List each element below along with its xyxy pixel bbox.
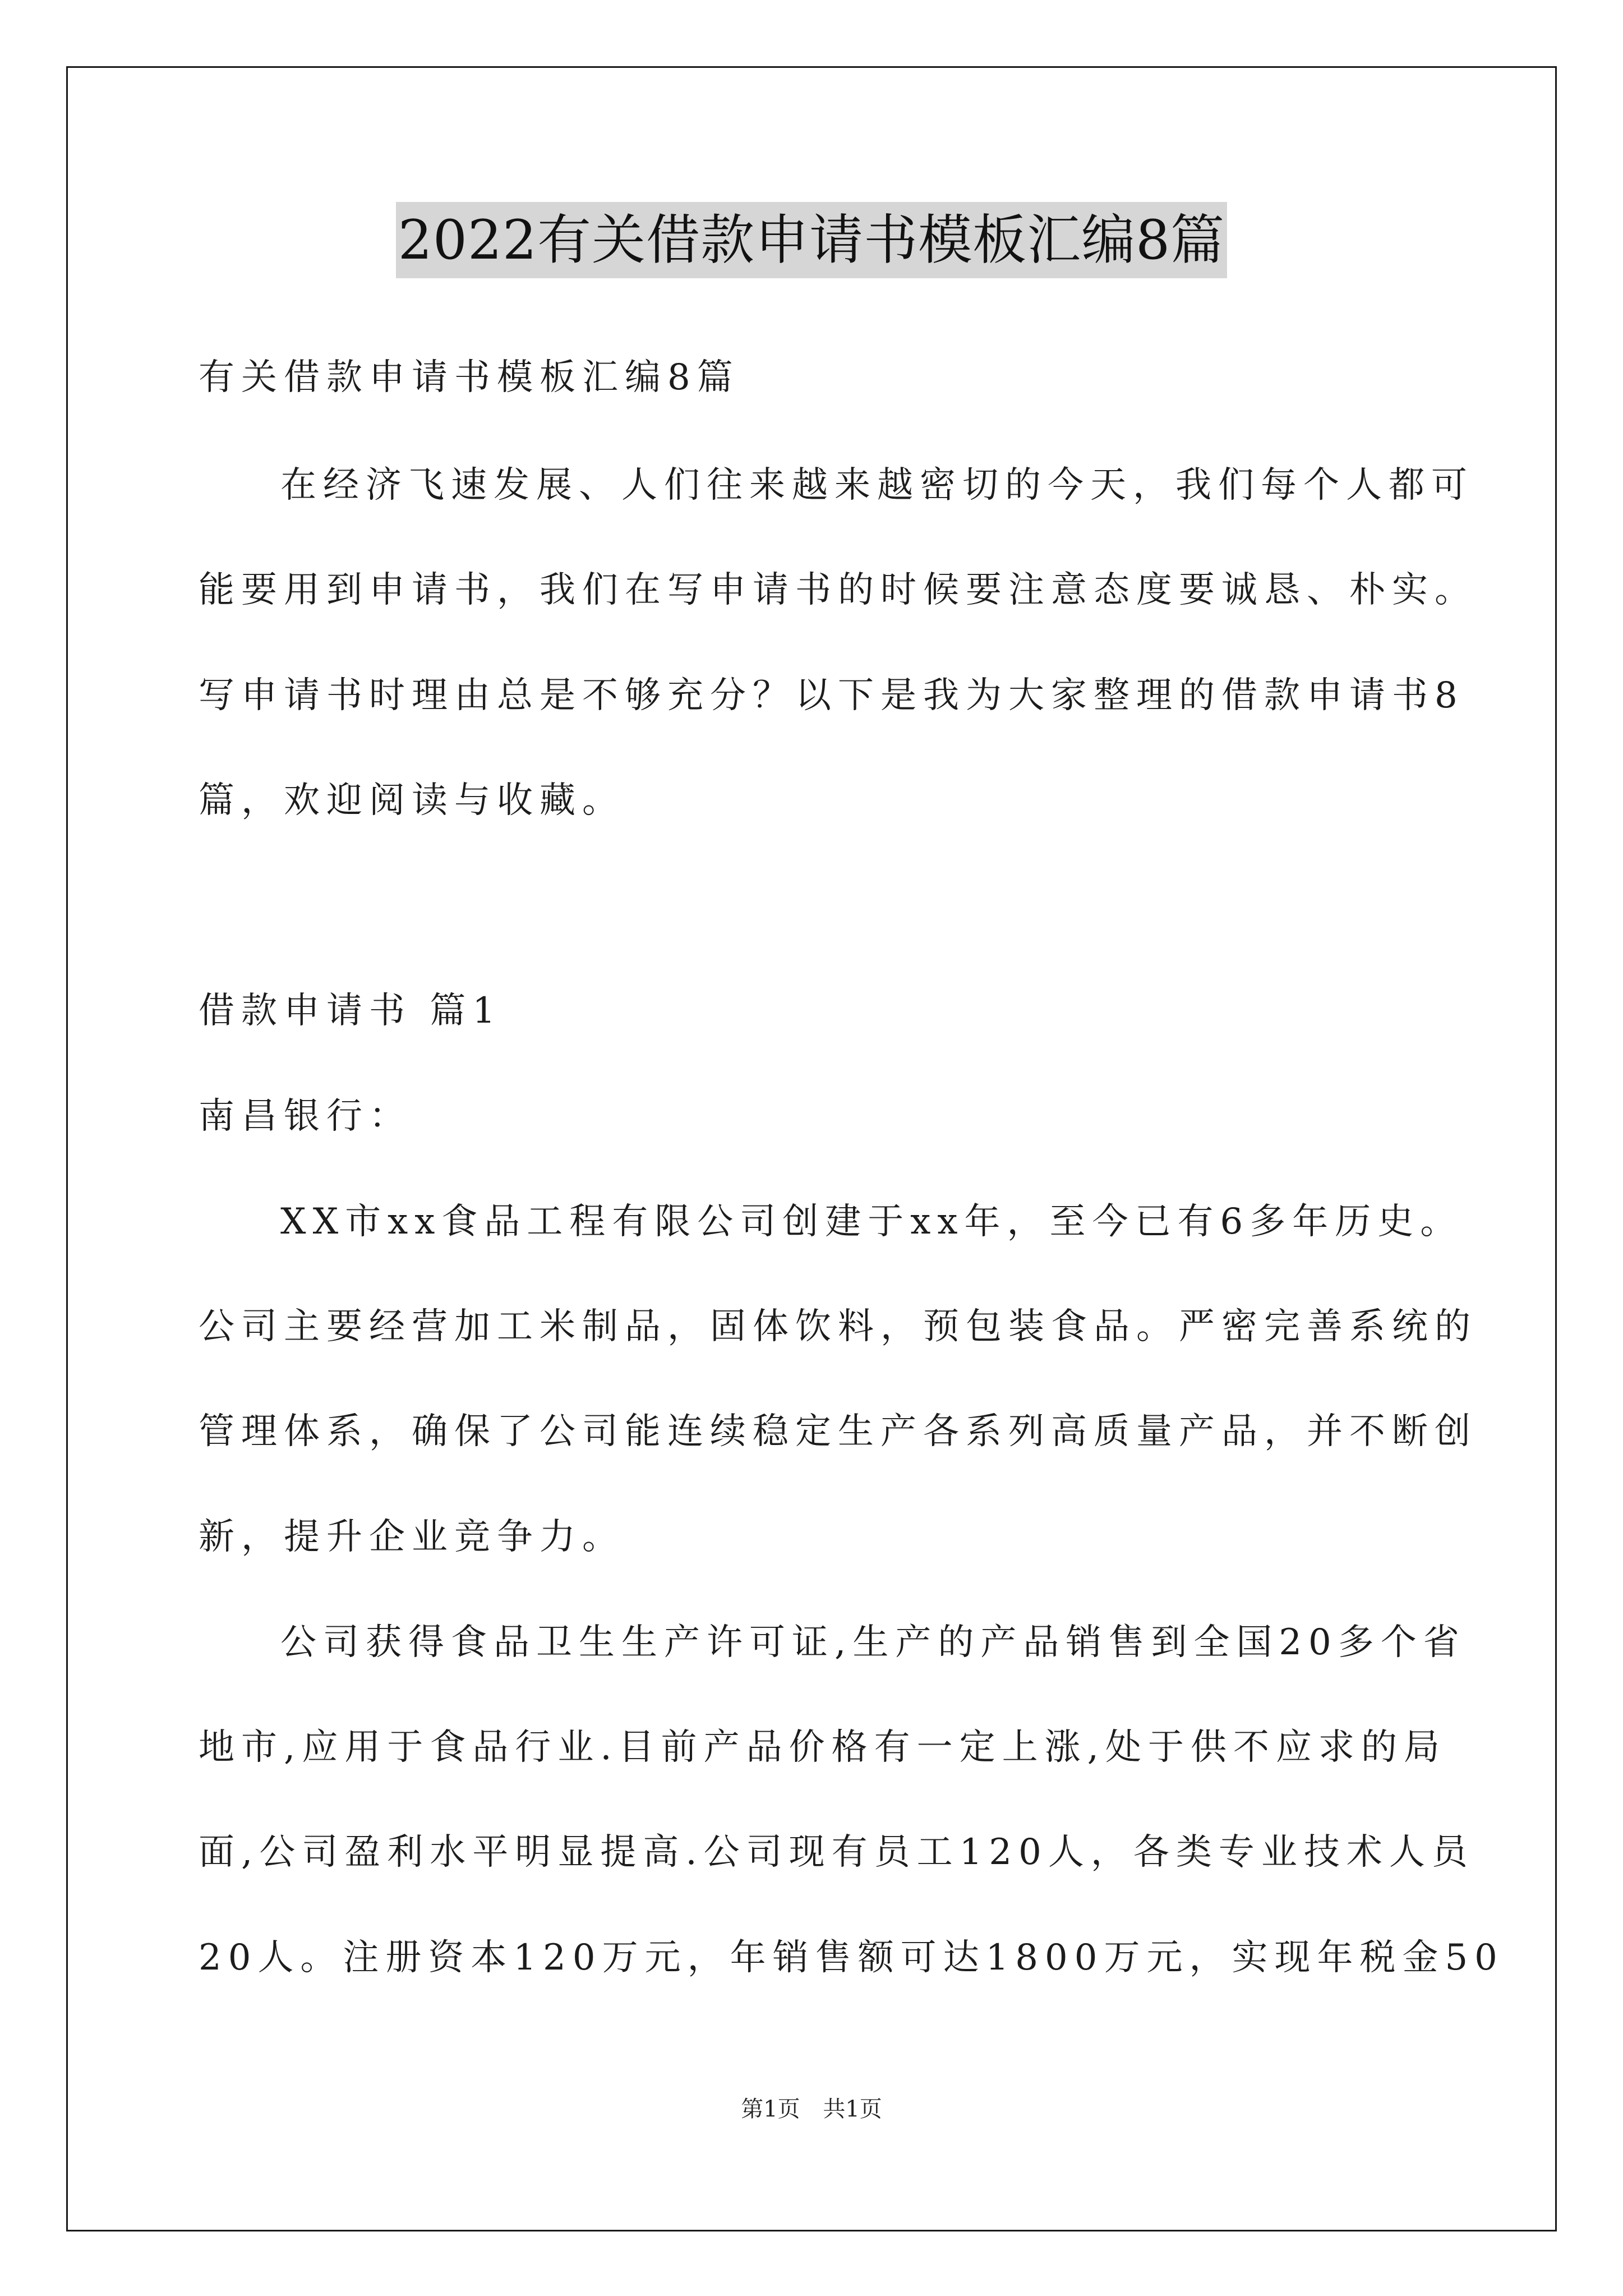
intro-line-2: 能要用到申请书，我们在写申请书的时候要注意态度要诚恳、朴实。: [199, 569, 1477, 611]
para1-line-4: 新，提升企业竞争力。: [199, 1516, 625, 1558]
para2-line-2: 地市,应用于食品行业.目前产品价格有一定上涨,处于供不应求的局: [199, 1727, 1447, 1768]
para2-line-3: 面,公司盈利水平明显提高.公司现有员工120人，各类专业技术人员: [199, 1832, 1474, 1873]
intro-line-4: 篇，欢迎阅读与收藏。: [199, 780, 625, 821]
para1-line-1: XX市xx食品工程有限公司创建于xx年，至今已有6多年历史。: [280, 1201, 1463, 1243]
page-number: 第1页: [741, 2096, 800, 2122]
document-subtitle: 有关借款申请书模板汇编8篇: [199, 357, 740, 398]
para1-line-2: 公司主要经营加工米制品，固体饮料，预包装食品。严密完善系统的: [199, 1306, 1477, 1347]
para2-line-1: 公司获得食品卫生生产许可证,生产的产品销售到全国20多个省: [280, 1622, 1466, 1663]
page-footer: [0, 2095, 1623, 2123]
section-heading: 借款申请书 篇1: [199, 990, 502, 1032]
intro-line-1: 在经济飞速发展、人们往来越来越密切的今天，我们每个人都可: [280, 464, 1474, 506]
salutation: 南昌银行：: [199, 1096, 412, 1137]
intro-line-3: 写申请书时理由总是不够充分？以下是我为大家整理的借款申请书8: [199, 675, 1464, 716]
para1-line-3: 管理体系，确保了公司能连续稳定生产各系列高质量产品，并不断创: [199, 1411, 1477, 1452]
para2-line-4: 20人。注册资本120万元，年销售额可达1800万元，实现年税金50: [199, 1937, 1504, 1978]
title-container: [0, 202, 1623, 278]
page-total: 共1页: [823, 2096, 882, 2122]
document-title: 2022有关借款申请书模板汇编8篇: [396, 202, 1227, 278]
